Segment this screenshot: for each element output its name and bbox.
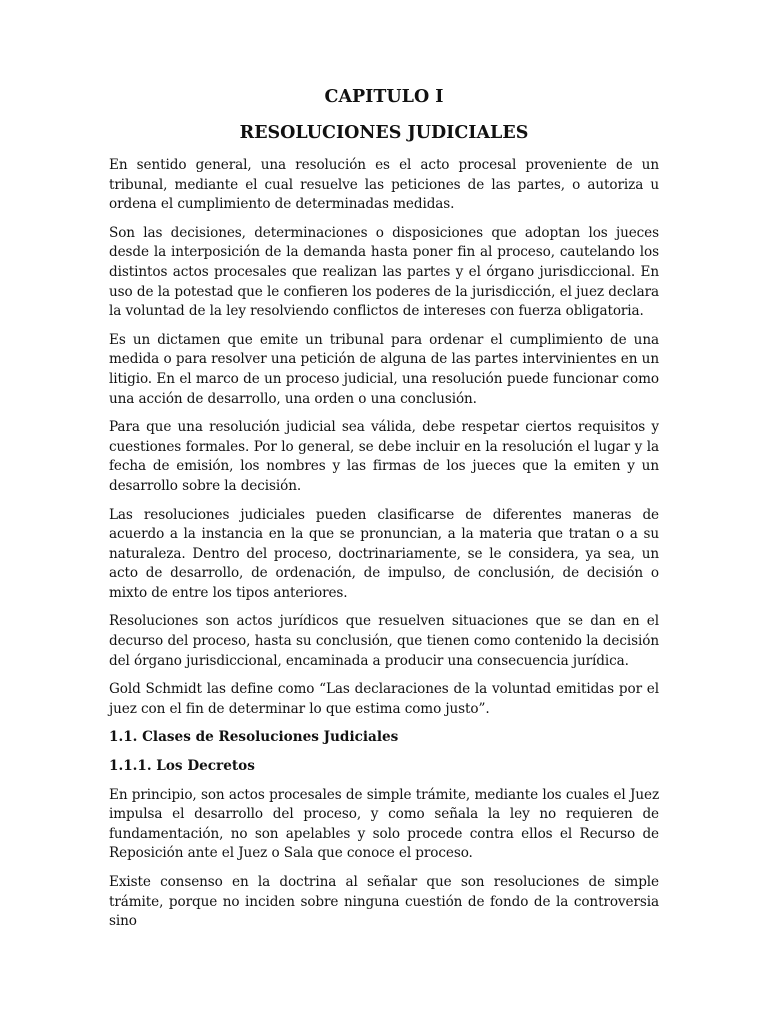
chapter-title: RESOLUCIONES JUDICIALES — [239, 123, 529, 143]
paragraph: Son las decisiones, determinaciones o disposiciones que adoptan los jueces desde la interposición de la demanda hasta poner fin al proceso, cautelando los distintos actos procesales que realizan las partes y el órgano jurisdiccional. En uso de la potestad que le confieren los poderes de la jurisdicción, el juez declara la voluntad de la ley resolviendo conflictos de intereses con fuerza obligatoria. — [109, 224, 659, 320]
section-heading: 1.1. Clases de Resoluciones Judiciales — [109, 729, 399, 746]
chapter-number: CAPITULO I — [324, 87, 444, 107]
paragraph: Las resoluciones judiciales pueden clasificarse de diferentes maneras de acuerdo a la instancia en la que se pronuncian, a la materia que tratan o a su naturaleza. Dentro del proceso, doctrinariamente, se le considera, ya sea, un acto de desarrollo, de ordenación, de impulso, de conclusión, de decisión o mixto de entre los tipos anteriores. — [109, 506, 659, 601]
document-body — [109, 156, 659, 941]
paragraph: En principio, son actos procesales de simple trámite, mediante los cuales el Juez impulsa el desarrollo del proceso, y como señala la ley no requieren de fundamentación, no son apelables y solo procede contra ellos el Recurso de Reposición ante el Juez o Sala que conoce el proceso. — [109, 786, 659, 862]
paragraph: Para que una resolución judicial sea válida, debe respetar ciertos requisitos y cuestiones formales. Por lo general, se debe incluir en la resolución el lugar y la fecha de emisión, los nombres y las firmas de los jueces que la emiten y un desarrollo sobre la decisión. — [109, 419, 659, 494]
paragraph: En sentido general, una resolución es el acto procesal proveniente de un tribunal, mediante el cual resuelve las peticiones de las partes, o autoriza u ordena el cumplimiento de determinadas medidas. — [109, 157, 659, 213]
paragraph: Gold Schmidt las define como “Las declaraciones de la voluntad emitidas por el juez con el fin de determinar lo que estima como justo”. — [109, 681, 659, 717]
paragraph: Resoluciones son actos jurídicos que resuelven situaciones que se dan en el decurso del proceso, hasta su conclusión, que tienen como contenido la decisión del órgano jurisdiccional, encaminada a producir una consecuencia jurídica. — [109, 613, 659, 669]
paragraph: Existe consenso en la doctrina al señalar que son resoluciones de simple trámite, porque no inciden sobre ninguna cuestión de fondo de la controversia sino — [109, 874, 659, 930]
paragraph: Es un dictamen que emite un tribunal para ordenar el cumplimiento de una medida o para resolver una petición de alguna de las partes intervinientes en un litigio. En el marco de un proceso judicial, una resolución puede funcionar como una acción de desarrollo, una orden o una conclusión. — [109, 331, 659, 407]
subsection-heading: 1.1.1. Los Decretos — [109, 758, 255, 775]
